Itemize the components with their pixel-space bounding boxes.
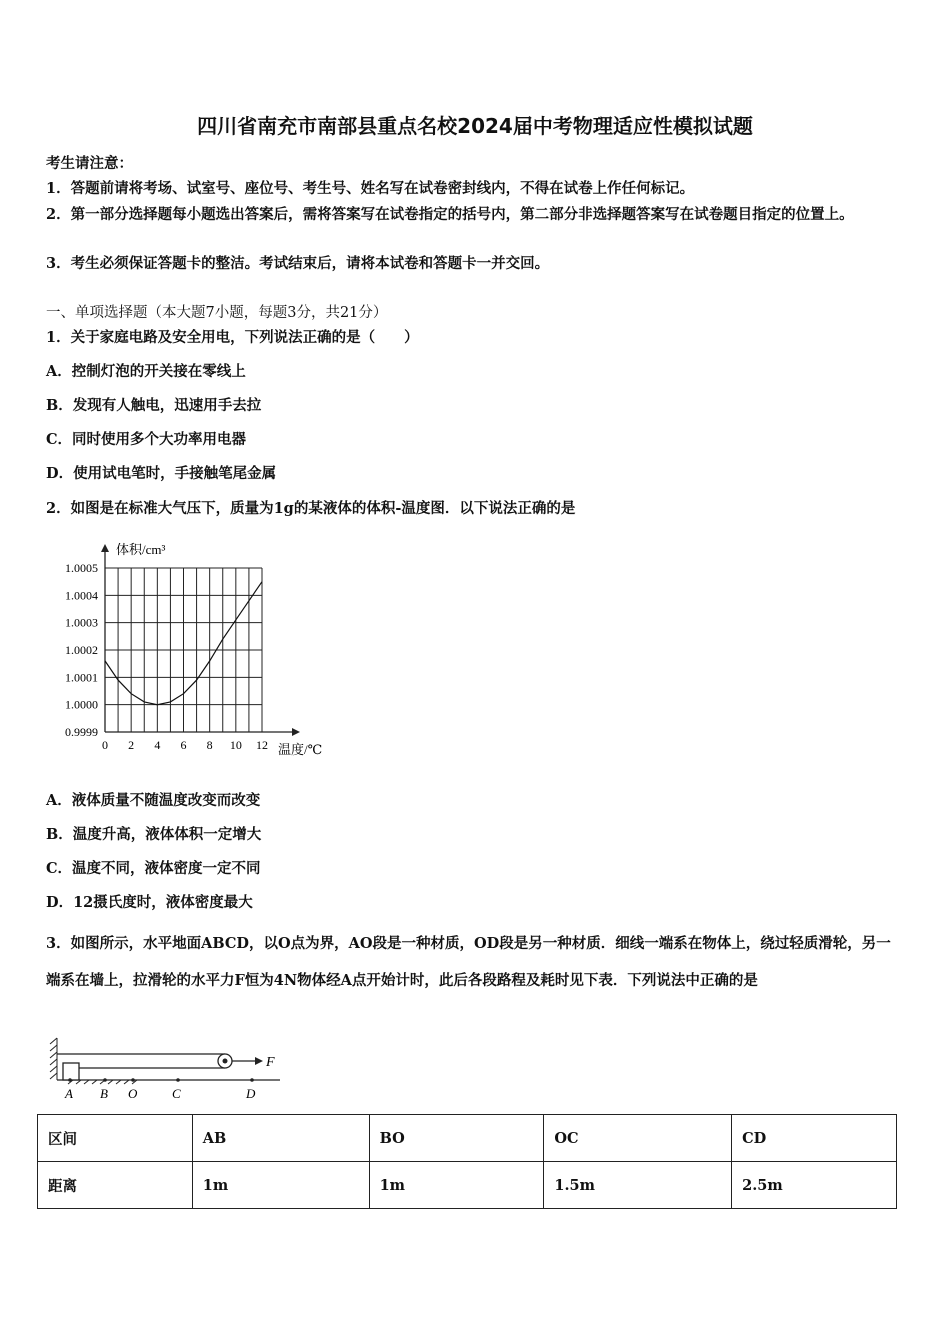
point-c-dot bbox=[176, 1078, 180, 1082]
y-tick-label: 1.0000 bbox=[65, 697, 98, 712]
q2-option-a: A．液体质量不随温度改变而改变 bbox=[46, 792, 261, 809]
table-header-cell: OC bbox=[544, 1115, 732, 1162]
x-tick-label: 4 bbox=[154, 738, 161, 752]
page-title: 四川省南充市南部县重点名校2024届中考物理适应性模拟试题 bbox=[197, 114, 753, 138]
chart-grid bbox=[105, 568, 262, 732]
table-header-cell: 区间 bbox=[38, 1115, 193, 1162]
x-tick-label: 0 bbox=[102, 738, 108, 752]
x-axis-arrow bbox=[292, 728, 300, 736]
volume-temperature-chart bbox=[50, 538, 340, 763]
q1-option-c: C．同时使用多个大功率用电器 bbox=[46, 431, 247, 448]
x-tick-label: 6 bbox=[180, 738, 187, 752]
block bbox=[63, 1063, 79, 1080]
chart-ticks bbox=[65, 561, 268, 752]
q2-option-d: D．12摄氏度时，液体密度最大 bbox=[46, 894, 253, 911]
y-tick-label: 1.0001 bbox=[65, 670, 98, 685]
section-heading: 一、单项选择题（本大题7小题，每题3分，共21分） bbox=[46, 305, 388, 321]
table-cell: 距离 bbox=[38, 1162, 193, 1209]
point-d-dot bbox=[250, 1078, 254, 1082]
y-tick-label: 1.0003 bbox=[65, 615, 98, 630]
wall-hatching bbox=[50, 1038, 57, 1080]
notice-item-3: 3．考生必须保证答题卡的整洁。考试结束后，请将本试卷和答题卡一并交回。 bbox=[46, 255, 550, 272]
point-o-dot bbox=[131, 1078, 135, 1082]
arrow-head bbox=[255, 1057, 263, 1065]
q2-option-b: B．温度升高，液体体积一定增大 bbox=[46, 826, 262, 843]
table-header-cell: BO bbox=[369, 1115, 544, 1162]
table-cell: 1.5m bbox=[544, 1162, 732, 1209]
notice-heading: 考生请注意： bbox=[46, 155, 133, 172]
x-tick-label: 8 bbox=[206, 738, 213, 752]
x-tick-label: 2 bbox=[128, 738, 135, 752]
y-axis-arrow bbox=[101, 544, 109, 552]
point-b-dot bbox=[103, 1078, 107, 1082]
q1-stem: 1．关于家庭电路及安全用电，下列说法正确的是（ ） bbox=[46, 329, 419, 346]
y-tick-label: 0.9999 bbox=[65, 725, 98, 739]
distance-table bbox=[37, 1114, 897, 1209]
pulley-diagram bbox=[40, 1036, 290, 1102]
point-a-dot bbox=[68, 1078, 72, 1082]
q2-option-c: C．温度不同，液体密度一定不同 bbox=[46, 860, 261, 877]
y-axis-label: 体积/cm³ bbox=[116, 542, 166, 557]
point-b-label: B bbox=[100, 1086, 108, 1101]
q1-option-d: D．使用试电笔时，手接触笔尾金属 bbox=[46, 465, 277, 482]
pulley-axle bbox=[223, 1059, 228, 1064]
table-cell: 1m bbox=[369, 1162, 544, 1209]
table-header-cell: CD bbox=[732, 1115, 897, 1162]
y-tick-label: 1.0005 bbox=[65, 561, 98, 575]
table-header-cell: AB bbox=[192, 1115, 369, 1162]
table-cell: 2.5m bbox=[732, 1162, 897, 1209]
notice-item-1: 1．答题前请将考场、试室号、座位号、考生号、姓名写在试卷密封线内，不得在试卷上作任何标记。 bbox=[46, 180, 695, 197]
point-c-label: C bbox=[172, 1086, 181, 1101]
table-row bbox=[38, 1162, 897, 1209]
q1-option-b: B．发现有人触电，迅速用手去拉 bbox=[46, 397, 262, 414]
x-tick-label: 12 bbox=[256, 738, 268, 752]
force-label: F bbox=[266, 1055, 275, 1070]
x-tick-label: 10 bbox=[229, 738, 242, 752]
notice-item-2: 2．第一部分选择题每小题选出答案后，需将答案写在试卷指定的括号内，第二部分非选择题答案写在试卷题目指定的位置上。 bbox=[46, 206, 854, 223]
q3-stem: 3．如图所示，水平地面ABCD，以O点为界，AO段是一种材质，OD段是另一种材质．细线一端系在物体上，绕过轻质滑轮，另一端系在墙上，拉滑轮的水平力F恒为4N物体经A点开始计时，此后各段路程及耗时见下表．下列说法中正确的是 bbox=[46, 935, 891, 989]
x-axis-label: 温度/℃ bbox=[278, 742, 323, 757]
point-a-label: A bbox=[65, 1086, 73, 1101]
q1-option-a: A．控制灯泡的开关接在零线上 bbox=[46, 363, 246, 380]
table-header-row bbox=[38, 1115, 897, 1162]
table-cell: 1m bbox=[192, 1162, 369, 1209]
q2-stem: 2．如图是在标准大气压下，质量为1g的某液体的体积-温度图．以下说法正确的是 bbox=[46, 500, 576, 517]
y-tick-label: 1.0004 bbox=[65, 588, 98, 603]
y-tick-label: 1.0002 bbox=[65, 643, 98, 657]
point-d-label: D bbox=[246, 1086, 256, 1101]
point-o-label: O bbox=[128, 1086, 138, 1101]
